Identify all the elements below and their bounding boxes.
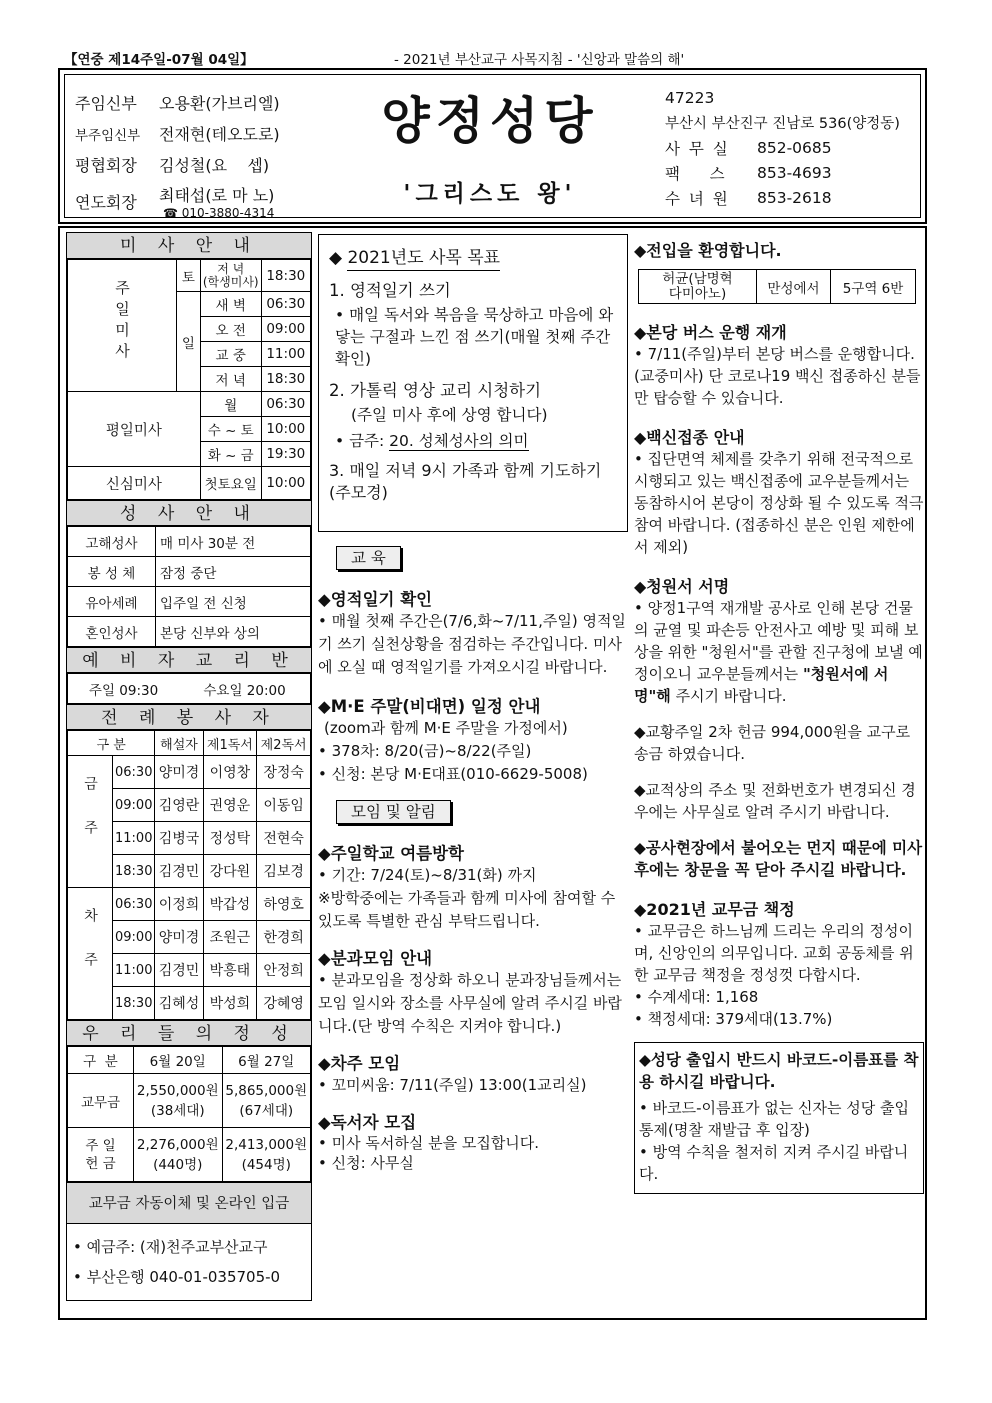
pastoral-goals-box: ◆ 2021년도 사목 목표 1. 영적일기 쓰기 • 매일 독서와 복음을 묵상하고 마음에 와닿는 구절과 느낀 점 쓰기(매월 첫째 주간 확인) 2. 가톨릭 영상 교리 시청하기 (주일 미사 후에 상영 합니다) • 금주: 20. 성체성사의 의미 3. 매일 저녁 9시 가족과 함께 기도하기(주모경) <box>318 234 628 532</box>
table-row: 금주 06:30 양미경 이영창 장정숙 <box>68 756 311 789</box>
offerings-title: 우 리 들 의 정 성 <box>67 1020 311 1046</box>
autopay-title: 교무금 자동이체 및 온라인 입금 <box>67 1182 311 1224</box>
welcome-title: ◆전입을 환영합니다. <box>634 241 782 260</box>
sacraments-title: 성 사 안 내 <box>67 500 311 526</box>
table-row: 18:30 김혜성 박성희 강혜영 <box>68 987 311 1020</box>
contact-convent: 수 녀 원 853-2618 <box>665 188 832 208</box>
table-row: 11:00 김경민 박흥태 안정희 <box>68 954 311 987</box>
table-row: 주 일 헌 금 2,276,000원 (440명) 2,413,000원 (454명) <box>68 1128 311 1182</box>
sacraments-table: 고해성사 매 미사 30분 전 봉 성 체 잠정 중단 유아세례 입주일 전 신청 혼인성사 본당 신부와 상의 <box>67 526 311 647</box>
goals-title: 2021년도 사목 목표 <box>347 248 500 271</box>
table-row: 09:00 양미경 조원근 한경희 <box>68 921 311 954</box>
table-row: 차주 06:30 이정희 박갑성 하영호 <box>68 888 311 921</box>
right-column: ◆전입을 환영합니다. 허균(남명혁 다미아노) 만성에서 5구역 6반 ◆본당 버스 운행 재개 • 7/11(주일)부터 본당 버스를 운행합니다.(교중미사) 단 코로나19 백신 접종하신 분들만 탑승할 수 있습니다. ◆백신접종 안내 • 집단면역 체제를 갖추기 위해 전국적으로 시행되고 있는 백신접종에 교우분들께서는 동참하시어 본당이 정상화 될 수 있도록 적극 참여 바랍니다. (접종하신 분은 인원 제한에서 제외) ◆청원서 서명 • 양정1구역 재개발 공사로 인해 본당 건물의 균열 및 파손등 안전사고 예방 및 피해 보상을 위한 "청원서"를 관할 진구청에 보낼 예정이오니 교우분들께서는 "청원서에 서명"해 주시기 바랍니다. ◆교황주일 2차 헌금 994,000원을 교구로 송금 하였습니다. ◆교적상의 주소 및 전화번호가 변경되신 경우에는 사무실로 알려 주시기 바랍니다. ◆공사현장에서 불어오는 먼지 때문에 미사 후에는 창문을 꼭 닫아 주시길 바랍니다. ◆2021년 교무금 책정 • 교무금은 하느님께 드리는 우리의 정성이며, 신앙인의 의무입니다. 교회 공동체를 위한 교무금 책정을 정성껏 다합시다. • 수계세대: 1,168 • 책정세대: 379세대(13.7%) ◆성당 출입시 반드시 바코드-이름표를 착용 하시길 바랍니다. • 바코드-이름표가 없는 신자는 성당 출입 통제(명찰 재발급 후 입장) • 방역 수칙을 철저히 지켜 주시길 바랍니다. <box>634 238 924 1194</box>
officer-council: 평협회장 김성철(요 셉) <box>75 156 270 175</box>
phone-number: ☎ 010-3880-4314 <box>163 205 275 220</box>
address: 부산시 부산진구 진남로 536(양정동) <box>665 116 900 132</box>
church-name: 양정성당 <box>381 91 599 150</box>
next-week-label: 차주 <box>68 888 113 1020</box>
catechumen-table: 주일 09:30 수요일 20:00 <box>67 673 311 704</box>
goal-1: 1. 영적일기 쓰기 <box>329 281 451 300</box>
table-row: 09:00 김영란 권영운 이동임 <box>68 789 311 822</box>
weekday-mass-label: 평일미사 <box>68 392 201 467</box>
devotion-mass-label: 신심미사 <box>68 467 201 500</box>
table-row: 18:30 김경민 강다원 김보경 <box>68 855 311 888</box>
offerings-table: 구 분 6월 20일 6월 27일 교무금 2,550,000원 (38세대) 5,865,000원 (67세대) 주 일 헌 금 2,276,000원 (440명) 2,413,000원 (454명) <box>67 1046 311 1182</box>
postcode: 47223 <box>665 88 715 107</box>
contact-fax: 팩 스 853-4693 <box>665 163 832 183</box>
mass-table: 주일미사 토 저 녁 (학생미사) 18:30 일 새 벽 06:30 오 전 09:00 교 중 11:00 저 녁 18:30 평일미사 월 06:30 수 ~ 토 10:00 화 ~ 금 19:30 신심미사 첫토요일 10:00 <box>67 259 311 500</box>
top-line <box>64 46 926 68</box>
bulletin-body <box>58 226 927 1320</box>
catechumen-title: 예 비 자 교 리 반 <box>67 647 311 673</box>
welcome-table: 허균(남명혁 다미아노) 만성에서 5구역 6반 <box>638 269 916 304</box>
issue-label: 【연중 제14주일-07월 04일】 <box>64 52 254 68</box>
bulletin-header <box>58 68 927 224</box>
officer-pastor: 주임신부 오용환(가브리엘) <box>75 94 280 113</box>
this-week-label: 금주 <box>68 756 113 888</box>
church-patron: '그리스도 왕' <box>403 180 577 207</box>
left-column <box>66 232 312 1301</box>
diocese-motto: - 2021년 부산교구 사목지침 - '신앙과 말씀의 해' <box>394 52 685 68</box>
officer-yeondo: 연도회장 최태섭(로 마 노) ☎ 010-3880-4314 <box>75 185 275 220</box>
sunday-mass-label: 주일미사 <box>68 260 177 392</box>
contact-info <box>665 85 927 210</box>
middle-column: ◆ 2021년도 사목 목표 1. 영적일기 쓰기 • 매일 독서와 복음을 묵상하고 마음에 와닿는 구절과 느낀 점 쓰기(매월 첫째 주간 확인) 2. 가톨릭 영상 교리 시청하기 (주일 미사 후에 상영 합니다) • 금주: 20. 성체성사의 의미 3. 매일 저녁 9시 가족과 함께 기도하기(주모경) 교 육 ◆영적일기 확인 • 매월 첫째 주간은(7/6,화~7/11,주일) 영적일기 쓰기 실천상황을 점검하는 주간입니다. 미사에 오실 때 영적일기를 가져오시길 바랍니다. ◆M·E 주말(비대면) 일정 안내 (zoom과 함께 M·E 주말을 가정에서) • 378차: 8/20(금)~8/22(주일) • 신청: 본당 M·E대표(010-6629-5008) 모임 및 알림 ◆주일학교 여름방학 • 기간: 7/24(토)~8/31(화) 까지 ※방학중에는 가족들과 함께 미사에 참여할 수 있도록 특별한 관심 부탁드립니다. ◆분과모임 안내 • 분과모임을 정상화 하오니 분과장님들께서는 모임 일시와 장소를 사무실에 알려 주시길 바랍니다.(단 방역 수칙은 지켜야 합니다.) ◆차주 모임 • 꼬미씨움: 7/11(주일) 13:00(1교리실) ◆독서자 모집 • 미사 독서하실 분을 모집합니다. • 신청: 사무실 <box>318 234 628 1173</box>
meetings-label: 모임 및 알림 <box>336 800 451 824</box>
goal-3: 3. 매일 저녁 9시 가족과 함께 기도하기(주모경) <box>329 461 602 502</box>
table-row: 교무금 2,550,000원 (38세대) 5,865,000원 (67세대) <box>68 1074 311 1128</box>
officer-assistant: 부주임신부 전재현(테오도로) <box>75 125 280 144</box>
servers-title: 전 례 봉 사 자 <box>67 704 311 730</box>
goal-2: 2. 가톨릭 영상 교리 시청하기 <box>329 381 542 400</box>
table-row: 11:00 김병국 정성탁 전현숙 <box>68 822 311 855</box>
bank-account: • 예금주: (재)천주교부산교구 • 부산은행 040-01-035705-0 <box>73 1238 281 1286</box>
servers-table: 구 분 해설자 제1독서 제2독서 금주 06:30 양미경 이영창 장정숙 09:00 김영란 권영운 이동임 11:00 김병국 정성탁 전현숙 18:30 김경민 강다원 김보경 차주 06:30 이정희 박갑성 하영호 09:00 양미경 조원근 한경희 11:00 김경민 박흥태 안정희 18:30 김혜성 박성희 강혜영 <box>67 730 311 1020</box>
mass-title: 미 사 안 내 <box>67 233 311 259</box>
officers-list <box>75 87 305 222</box>
contact-office: 사 무 실 852-0685 <box>665 138 832 158</box>
education-label: 교 육 <box>336 546 401 570</box>
diamond-icon: ◆ <box>329 248 348 268</box>
barcode-notice-box: ◆성당 출입시 반드시 바코드-이름표를 착용 하시길 바랍니다. • 바코드-이름표가 없는 신자는 성당 출입 통제(명찰 재발급 후 입장) • 방역 수칙을 철저히 지켜 주시길 바랍니다. <box>634 1042 924 1194</box>
